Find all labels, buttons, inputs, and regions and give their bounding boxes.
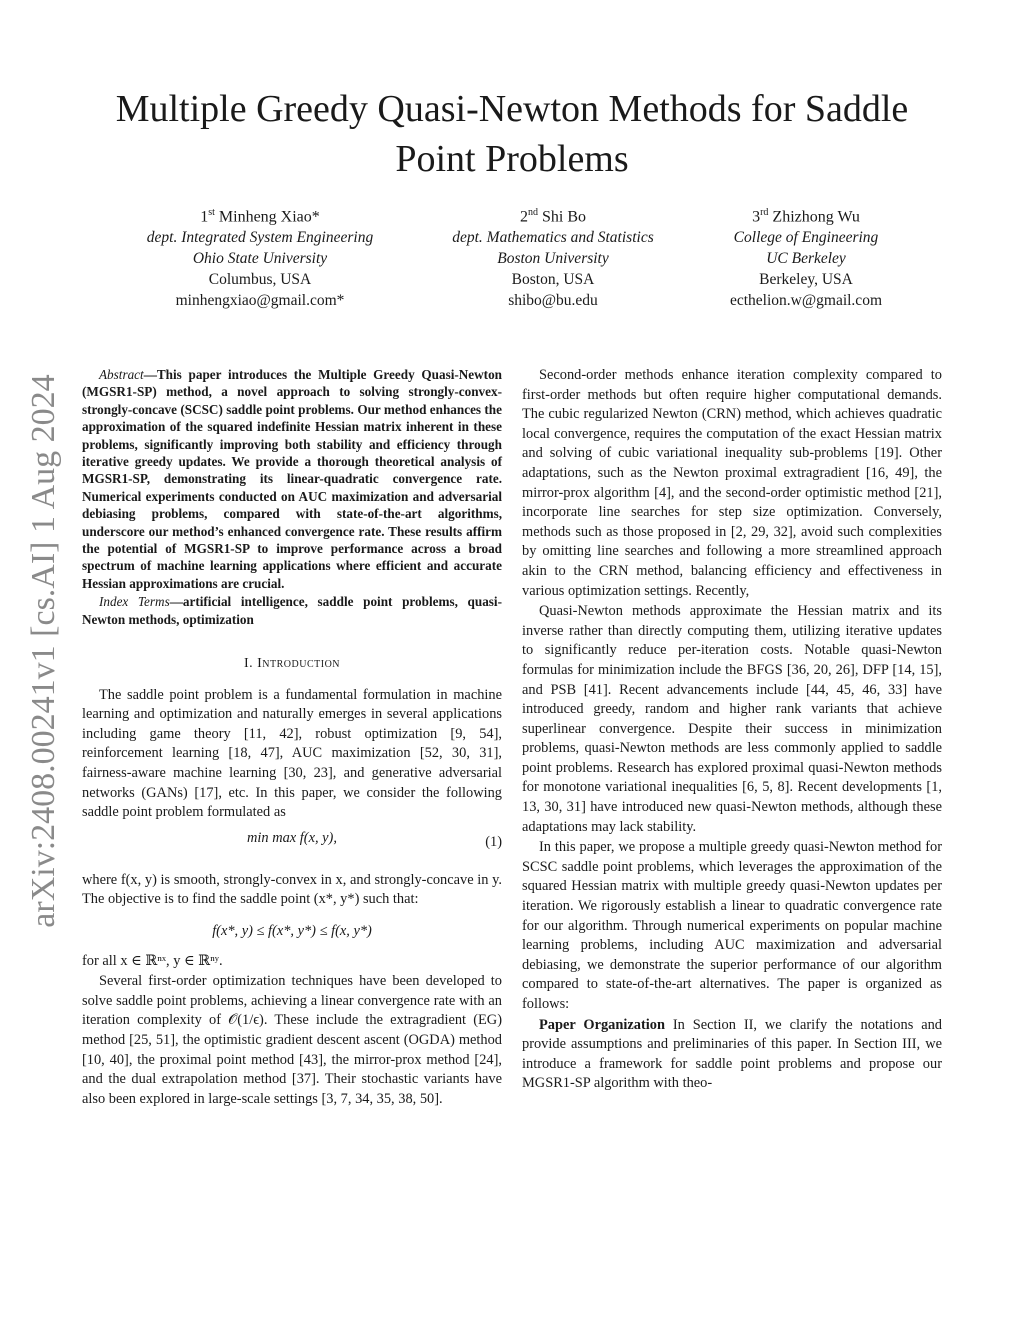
- intro-paragraph-4: Several first-order optimization techniques have been developed to solve saddle point problems, achieving a linear convergence rate with an iteration complexity of 𝒪(1/ϵ). These include the extragradient (EG) method [25, 51], the optimistic gradient descent ascent (OGDA) method [10, 40], the proximal point method [43], the mirror-prox method [24], and the dual extrapolation method [37]. Their stochastic variants have also been explored in large-scale settings [3, 7, 34, 35, 38, 50].: [82, 973, 502, 1107]
- title-line-1: Multiple Greedy Quasi-Newton Methods for Saddle: [115, 88, 909, 130]
- author-3: [656, 202, 956, 311]
- section-heading-introduction: I. Introduction: [243, 656, 341, 672]
- author-3-ordinal: 3: [752, 208, 761, 226]
- author-2-ordinal-suffix: nd: [527, 207, 538, 218]
- author-1-ordinal-suffix: st: [208, 207, 215, 218]
- right-paragraph-4: [522, 1016, 942, 1094]
- author-2-ordinal: 2: [519, 208, 528, 226]
- right-paragraph-1: Second-order methods enhance iteration complexity compared to first-order methods but often require higher computational demands. The cubic regularized Newton (CRN) method, which achieves quadratic local convergence, requires the computation of the exact Hessian matrix and solving of cubic variational inequality sub-problems [19]. Other adaptations, such as the Newton proximal extragradient [16, 49], the mirror-prox algorithm [4], and the second-order optimistic method [21], incorporate line searches for step size optimization. Conversely, methods such as those proposed in [2, 29, 32], avoid such complexities by omitting line searches and following a more streamlined approach akin to the CRN method, balancing efficiency and effectiveness in various optimization settings. Recently,: [522, 367, 942, 599]
- author-3-ordinal-suffix: rd: [760, 207, 769, 218]
- author-1-university: Ohio State University: [192, 250, 328, 268]
- arxiv-watermark: [14, 365, 74, 937]
- paper-organization-text: In Section II, we clarify the notations and provide assumptions and preliminaries of this paper. In Section III, we introduce a framework for saddle point problems and propose our MGSR1-SP algorithm with theo-: [522, 1016, 942, 1092]
- arxiv-id[interactable]: arXiv:2408.00241v1 [cs.AI] 1 Aug 2024: [25, 374, 62, 928]
- author-1: [110, 202, 410, 311]
- equation-1-number: (1): [485, 833, 502, 850]
- author-2-location: Boston, USA: [511, 271, 595, 289]
- right-paragraph-2: Quasi-Newton methods approximate the Hessian matrix and its inverse rather than directly computing them, utilizing iterative updates to significantly reduce per-iteration costs. Notable quasi-Newton formulas for minimization include the BFGS [36, 20, 26], DFP [14, 15], and PSB [41]. Recent advancements include [44, 45, 46, 33] have introduced greedy, random and higher rank variants that achieve superlinear convergence. Despite their success in minimization problems, quasi-Newton methods are less commonly applied to saddle point problems. Research has explored proximal quasi-Newton methods for monotone variational inequalities [6, 5, 8]. Recent developments [1, 13, 30, 31] have introduced new quasi-Newton methods, although these adaptations may lack stability.: [522, 603, 942, 835]
- author-1-name: Minheng Xiao*: [218, 208, 320, 226]
- paper-title: [60, 84, 964, 184]
- intro-paragraph-1: The saddle point problem is a fundamental formulation in machine learning and optimization and naturally emerges in several applications including game theory [11, 42], robust optimization [9, 54], reinforcement learning [18, 47], AUC maximization [52, 30, 31], fairness-aware machine learning [30, 23], and generative adversarial networks (GANs) [17], etc. In this paper, we consider the following saddle point problem formulated as: [82, 686, 502, 821]
- paper-organization-label: Paper Organization: [539, 1016, 665, 1033]
- author-2-university: Boston University: [497, 250, 609, 268]
- left-column: [82, 366, 502, 1110]
- equation-1-body: min max f(x, y),: [247, 829, 337, 846]
- author-1-location: Columbus, USA: [208, 271, 312, 289]
- author-3-location: Berkeley, USA: [759, 271, 853, 289]
- right-column: [522, 366, 942, 1095]
- intro-paragraph-2: where f(x, y) is smooth, strongly-convex in x, and strongly-concave in y. The objective is to find the saddle point (x*, y*) such that:: [82, 871, 502, 908]
- author-2-email[interactable]: shibo@bu.edu: [508, 292, 598, 310]
- abstract-text: —This paper introduces the Multiple Greedy Quasi-Newton (MGSR1-SP) method, a novel approach to solving strongly-convex-strongly-concave (SCSC) saddle point problems. Our method enhances the approximation of the squared indefinite Hessian matrix inherent in these problems, significantly improving both stability and efficiency through iterative greedy updates. We provide a thorough theoretical analysis of MGSR1-SP, demonstrating its linear-quadratic convergence rate. Numerical experiments conducted on AUC maximization and adversarial debiasing problems, compared with state-of-the-art algorithms, underscore our method’s enhanced convergence rate. These results affirm the potential of MGSR1-SP to improve performance across a broad spectrum of machine learning applications where efficient and accurate Hessian approximations are crucial.: [82, 367, 502, 591]
- author-3-name: Zhizhong Wu: [772, 208, 860, 226]
- abstract-label: Abstract: [99, 367, 144, 382]
- title-line-2: Point Problems: [395, 138, 629, 180]
- author-3-email[interactable]: ecthelion.w@gmail.com: [729, 292, 882, 310]
- intro-paragraph-3: for all x ∈ ℝⁿˣ, y ∈ ℝⁿʸ.: [82, 952, 223, 969]
- author-1-ordinal: 1: [200, 208, 209, 226]
- abstract: [82, 366, 502, 628]
- author-1-dept: dept. Integrated System Engineering: [146, 229, 374, 247]
- author-2-name: Shi Bo: [541, 208, 586, 226]
- equation-1: [82, 829, 502, 863]
- right-paragraph-3: In this paper, we propose a multiple greedy quasi-Newton method for SCSC saddle point problems, which leverages the approximation of the squared Hessian matrix with multiple greedy quasi-Newton updates per iteration. We rigorously establish a linear to quadratic convergence rate for our algorithm. Through numerical experiments on popular machine learning problems, including AUC maximization and adversarial debiasing, we demonstrate the superior performance of our algorithm compared to state-of-the-art alternatives. The paper is organized as follows:: [522, 839, 942, 1012]
- author-3-dept: College of Engineering: [733, 229, 879, 247]
- index-terms-text: —artificial intelligence, saddle point problems, quasi-Newton methods, optimization: [82, 594, 502, 627]
- author-2-dept: dept. Mathematics and Statistics: [452, 229, 654, 247]
- index-terms-label: Index Terms: [99, 594, 170, 610]
- author-1-email[interactable]: minhengxiao@gmail.com*: [175, 292, 345, 310]
- author-3-university: UC Berkeley: [766, 250, 846, 268]
- equation-2: f(x*, y) ≤ f(x*, y*) ≤ f(x, y*): [212, 923, 372, 940]
